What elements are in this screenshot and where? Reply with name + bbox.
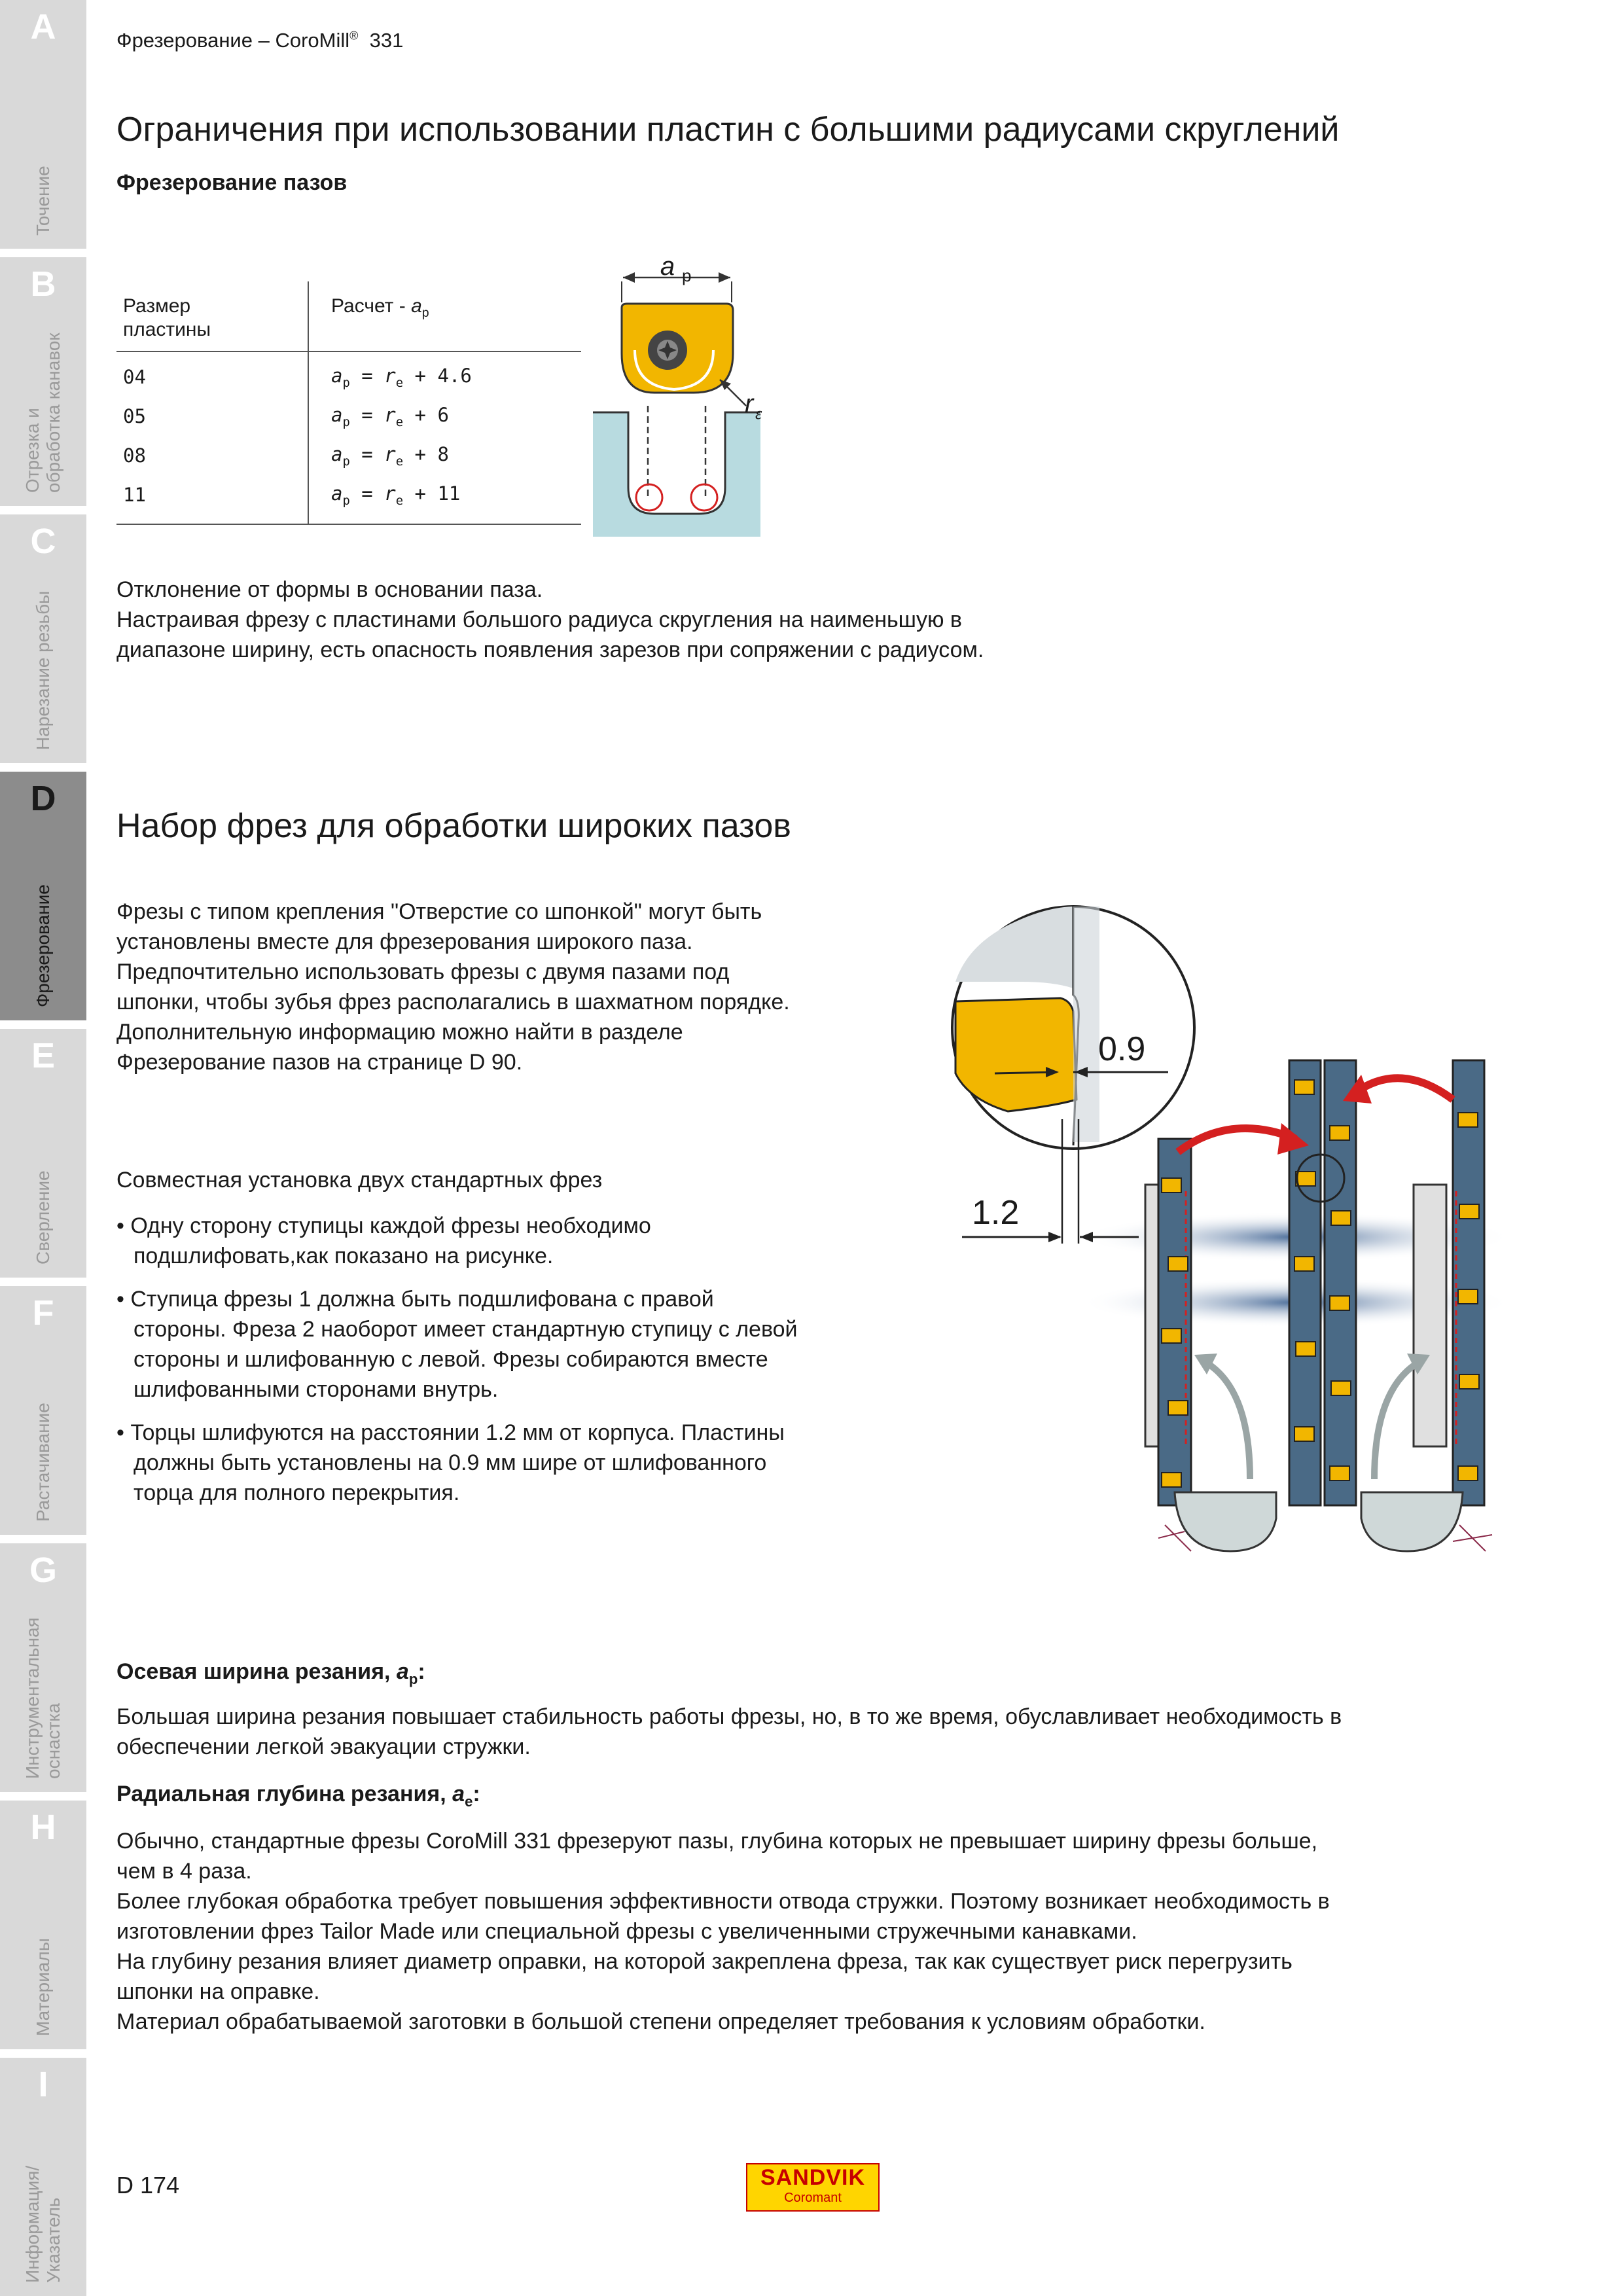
insert-size-table xyxy=(116,281,581,525)
size-cell: 11 xyxy=(116,475,308,524)
tab-letter: E xyxy=(31,1036,56,1075)
slot-milling-illustration xyxy=(589,255,772,543)
tab-e[interactable] xyxy=(0,1029,86,1278)
formula-value: 8 xyxy=(437,442,449,465)
formula-cell: $a_p = r_e + 6$ xyxy=(331,403,449,429)
tab-label: Сверление xyxy=(33,1170,53,1265)
tab-letter: H xyxy=(30,1808,56,1847)
logo-line1: SANDVIK xyxy=(760,2165,866,2190)
reg-mark: ® xyxy=(349,29,359,43)
logo-line2: Coromant xyxy=(784,2191,842,2205)
tab-letter: G xyxy=(29,1551,57,1590)
list-item: • Одну сторону ступицы каждой фрезы необходимо подшлифовать,как показано на рисунке. xyxy=(116,1213,651,1268)
section2-paragraph: Фрезы с типом крепления "Отверстие со шпонкой" могут быть установлены вместе для фрезерования широкого паза. Предпочтительно использовать фрезы с двумя пазами под шпонки, чтобы зубья фрез располагались в шахматном порядке. Дополнительную информацию можно найти в разделе Фрезерование пазов на странице D 90. xyxy=(116,899,790,1075)
table-row xyxy=(116,397,581,436)
formula-value: 11 xyxy=(437,482,461,505)
sandvik-logo xyxy=(746,2163,880,2212)
radial-depth-heading: Радиальная глубина резания, $a_e$: xyxy=(116,1782,480,1810)
svg-text:r: r xyxy=(745,389,754,418)
col1-text: Размер пластины xyxy=(123,295,211,340)
tab-letter: D xyxy=(30,779,56,818)
section1-subtitle: Фрезерование пазов xyxy=(116,170,348,195)
radial-depth-text xyxy=(116,1826,1347,2037)
bullet-text: Ступица фрезы 1 должна быть подшлифована с правой стороны. Фреза 2 наоборот имеет стандартную ступицу с левой стороны и шлифованную с левой. Фрезы собираются вместе шлифованными сторонами внутрь. xyxy=(130,1287,798,1402)
tab-c[interactable] xyxy=(0,514,86,763)
svg-text:p: p xyxy=(682,266,692,285)
bullet-text: Торцы шлифуются на расстоянии 1.2 мм от корпуса. Пластины должны быть установлены на 0.9 мм шире от шлифованного торца для полного перекрытия. xyxy=(130,1420,785,1505)
paragraph-line: Настраивая фрезу с пластинами большого радиуса скругления на наименьшую в диапазоне ширину, есть опасность появления зарезов при сопряжении с радиусом. xyxy=(116,607,984,662)
tab-label: Материалы xyxy=(33,1938,53,2036)
size-cell: 04 xyxy=(116,351,308,397)
paragraph-line: На глубину резания влияет диаметр оправки, на которой закреплена фреза, так как существует риск перегрузить шпонки на оправке. xyxy=(116,1949,1293,2004)
page-number: D 174 xyxy=(116,2172,180,2198)
formula-value: 6 xyxy=(437,403,449,426)
col-header-calc: Расчет - $a_p$ xyxy=(308,281,581,351)
col-header-size xyxy=(116,281,308,351)
paragraph-line: Обычно, стандартные фрезы CoroMill 331 фрезеруют пазы, глубина которых не превышает ширину фрезы больше, чем в 4 раза. xyxy=(116,1829,1318,1884)
tab-label: Инструментальная оснастка xyxy=(22,1617,63,1779)
tab-g[interactable] xyxy=(0,1543,86,1792)
section-tabs xyxy=(0,0,86,2296)
paragraph-line: Материал обрабатываемой заготовки в большой степени определяет требования к условиям обработки. xyxy=(116,2009,1205,2034)
tab-label: Точение xyxy=(33,166,53,236)
tab-a[interactable] xyxy=(0,0,86,249)
section2-title: Набор фрез для обработки широких пазов xyxy=(116,807,791,845)
tab-d[interactable] xyxy=(0,772,86,1020)
table-row xyxy=(116,475,581,524)
section2-bullets xyxy=(116,1211,810,1521)
tab-letter: I xyxy=(38,2065,48,2104)
section1-paragraph xyxy=(116,575,1072,665)
size-cell: 05 xyxy=(116,397,308,436)
section2-subheading: Совместная установка двух стандартных фрез xyxy=(116,1168,603,1193)
heading-text: Осевая ширина резания, xyxy=(116,1659,397,1684)
tab-letter: B xyxy=(30,264,56,304)
section1-title: Ограничения при использовании пластин с большими радиусами скруглений xyxy=(116,111,1340,149)
formula-value: 4.6 xyxy=(437,364,472,387)
table-row xyxy=(116,436,581,475)
bullet-text: Одну сторону ступицы каждой фрезы необходимо подшлифовать,как показано на рисунке. xyxy=(130,1213,651,1268)
header-page-ref: 331 xyxy=(369,29,404,52)
heading-text: Радиальная глубина резания, xyxy=(116,1782,453,1806)
tab-i[interactable] xyxy=(0,2058,86,2296)
tab-h[interactable] xyxy=(0,1801,86,2049)
tab-label: Растачивание xyxy=(33,1403,53,1522)
axial-width-heading: Осевая ширина резания, $a_p$: xyxy=(116,1659,425,1687)
formula-cell: $a_p = r_e + 8$ xyxy=(331,442,449,469)
size-cell: 08 xyxy=(116,436,308,475)
axial-width-text: Большая ширина резания повышает стабильность работы фрезы, но, в то же время, обуславливает необходимость в обеспечении легкой эвакуации стружки. xyxy=(116,1704,1342,1759)
running-header xyxy=(116,29,403,52)
svg-text:ε: ε xyxy=(755,404,762,423)
list-item: • Ступица фрезы 1 должна быть подшлифована с правой стороны. Фреза 2 наоборот имеет стандартную ступицу с левой стороны и шлифованную с левой. Фрезы собираются вместе шлифованными сторонами внутрь. xyxy=(116,1287,798,1402)
dimension-1-2: 1.2 xyxy=(972,1194,1020,1232)
tab-label: Отрезка и обработка канавок xyxy=(22,332,63,493)
formula-cell: $a_p = r_e + 11$ xyxy=(308,475,581,524)
paragraph-line: Отклонение от формы в основании паза. xyxy=(116,577,543,602)
svg-text:a: a xyxy=(660,255,675,281)
tab-b[interactable] xyxy=(0,257,86,506)
header-text: Фрезерование – CoroMill xyxy=(116,29,350,52)
list-item: • Торцы шлифуются на расстоянии 1.2 мм от корпуса. Пластины должны быть установлены на 0.9 мм шире от шлифованного торца для полного перекрытия. xyxy=(116,1420,785,1505)
tab-label: Информация/ Указатель xyxy=(22,2165,63,2283)
paragraph-line: Более глубокая обработка требует повышения эффективности отвода стружки. Поэтому возникает необходимость в изготовлении фрез Tailor Made или специальной фрезы с увеличенными стружечными канавками. xyxy=(116,1889,1330,1944)
tab-letter: C xyxy=(30,522,56,561)
dimension-0-9: 0.9 xyxy=(1098,1030,1146,1068)
formula-cell: $a_p = r_e + 4.6$ xyxy=(331,364,472,390)
tab-label: Фрезерование xyxy=(33,884,53,1007)
tab-f[interactable] xyxy=(0,1286,86,1535)
col2-text: Расчет - xyxy=(331,295,412,317)
table-row xyxy=(116,351,581,397)
tab-letter: F xyxy=(32,1293,54,1333)
cutter-set-illustration xyxy=(942,903,1518,1564)
tab-label: Нарезание резьбы xyxy=(33,590,53,750)
tab-letter: A xyxy=(30,7,56,46)
